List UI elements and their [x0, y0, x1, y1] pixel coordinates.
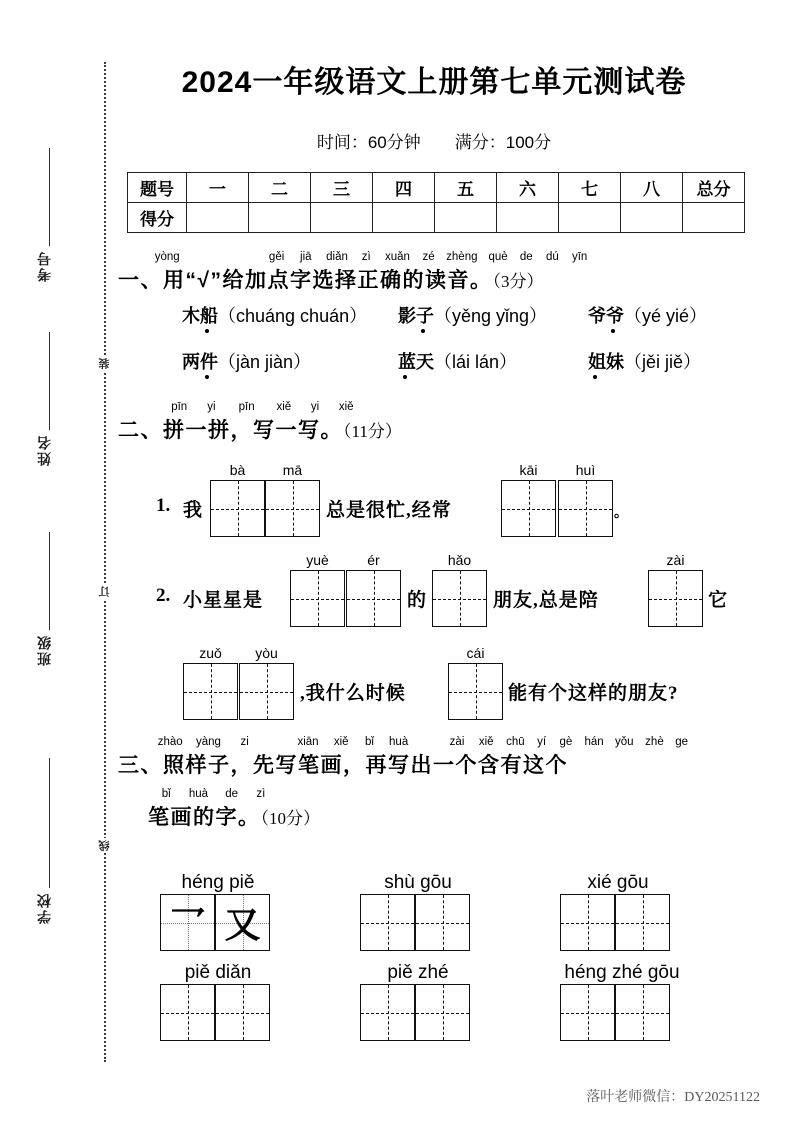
choice-item-5[interactable] [398, 348, 517, 374]
py-q3-12: hán [584, 736, 604, 748]
py-q3-5: bǐ [364, 736, 374, 748]
stroke-glyph-heng-pie: 乛 [169, 905, 206, 945]
score-table-col-5: 五 [435, 173, 497, 203]
py-q2-5: xiě [338, 401, 354, 413]
stroke-label-pie-dian: piě diǎn [184, 962, 252, 983]
stroke-box-example-stroke [160, 894, 215, 951]
score-cell-2[interactable] [249, 203, 311, 233]
py-q3b-1: huà [188, 788, 208, 800]
py-q1-6: zé [422, 251, 435, 263]
py-q3b-3: zì [256, 788, 266, 800]
stroke-box-pie-zhe-2[interactable] [415, 984, 470, 1041]
py-q3-3: xiān [297, 736, 319, 748]
q2-sentence-1-index: 1. [156, 495, 171, 516]
q2-s2-text-3: 朋友,总是陪 [493, 590, 599, 611]
choice-row-2 [118, 348, 758, 394]
choice-word-4: 两件 [182, 352, 218, 372]
q2-s2-text-1: 小星星是 [183, 590, 264, 611]
q2-s3-box-1[interactable] [183, 663, 238, 720]
choice-word-5: 蓝天 [398, 352, 434, 372]
dot-marker-1 [205, 329, 209, 333]
margin-rule-4 [49, 758, 50, 888]
q2-s2-pinyin-2: ér [367, 552, 380, 568]
question-2-pinyin [118, 400, 402, 414]
q2-sentence-2-index: 2. [156, 585, 171, 606]
choice-word-3: 爷爷 [588, 306, 624, 326]
margin-rule-2 [49, 332, 50, 430]
margin-rule-1 [49, 148, 50, 246]
exam-page [118, 0, 778, 1122]
stroke-box-xie-gou-1[interactable] [560, 894, 615, 951]
py-q3-6: huà [389, 736, 409, 748]
q2-s1-box-1[interactable] [210, 480, 265, 537]
score-cell-7[interactable] [559, 203, 621, 233]
q2-s3-box-3[interactable] [448, 663, 503, 720]
q2-s1-pinyin-3: kāi [519, 462, 538, 478]
dot-marker-2 [421, 329, 425, 333]
q2-s3-text-1: ,我什么时候 [300, 683, 406, 704]
question-3-title-line-1 [118, 749, 692, 779]
py-q1-9: de [519, 251, 533, 263]
py-q3-0: zhào [157, 736, 183, 748]
py-q3-11: gè [559, 736, 573, 748]
py-q3b-0: bǐ [161, 788, 171, 800]
table-row-header [128, 173, 745, 203]
choice-options-4: （jàn jiàn） [218, 352, 312, 372]
q2-s2-box-4[interactable] [648, 570, 703, 627]
q2-s2-pinyin-3: hǎo [447, 552, 472, 568]
py-q3-7: zài [449, 736, 465, 748]
score-cell-5[interactable] [435, 203, 497, 233]
choice-item-6[interactable] [588, 348, 701, 374]
stroke-box-shu-gou-2[interactable] [415, 894, 470, 951]
stroke-label-xie-gou: xié gōu [587, 872, 649, 893]
score-table [127, 172, 745, 233]
question-2-number: 二、 [118, 419, 163, 442]
binding-char-zhuang: 装 [99, 358, 111, 369]
py-q1-10: dú [546, 251, 559, 263]
question-1-text: 用“√”给加点字选择正确的读音。 [163, 269, 493, 292]
score-table-col-7: 七 [559, 173, 621, 203]
score-table-col-4: 四 [373, 173, 435, 203]
margin-label-class: 班级 [36, 634, 52, 666]
score-table-row-label-2: 得分 [128, 203, 187, 233]
choice-item-4[interactable] [182, 348, 311, 374]
q2-s2-box-2[interactable] [346, 570, 401, 627]
stroke-box-heng-zhe-gou-1[interactable] [560, 984, 615, 1041]
question-3-number: 三、 [118, 754, 163, 777]
stroke-label-heng-pie: héng piě [181, 872, 255, 893]
stroke-box-pie-dian-2[interactable] [215, 984, 270, 1041]
py-q2-1: yi [207, 401, 216, 413]
py-q3-4: xiě [333, 736, 349, 748]
dot-marker-6 [593, 375, 597, 379]
choice-item-2[interactable] [398, 302, 547, 328]
question-3-text-1: 照样子，先写笔画，再写出一个含有这个 [163, 754, 568, 777]
question-1-heading [118, 250, 592, 294]
exam-meta [118, 128, 750, 153]
margin-label-school: 学校 [36, 892, 52, 924]
py-q3b-2: de [225, 788, 238, 800]
q2-s1-text-2: 总是很忙,经常 [326, 500, 452, 521]
question-2-points: （11分） [343, 422, 402, 441]
score-cell-1[interactable] [187, 203, 249, 233]
question-1-points: （3分） [492, 272, 544, 291]
left-margin-column [0, 0, 92, 1122]
py-q3-10: yí [537, 736, 547, 748]
choice-options-1: （chuáng chuán） [218, 306, 368, 326]
stroke-box-shu-gou-1[interactable] [360, 894, 415, 951]
stroke-box-example-char [215, 894, 270, 951]
q2-s3-pinyin-2: yòu [255, 645, 278, 661]
score-table-col-8: 八 [621, 173, 683, 203]
choice-item-3[interactable] [588, 302, 707, 328]
score-cell-total[interactable] [683, 203, 745, 233]
q2-s3-box-2[interactable] [239, 663, 294, 720]
stroke-box-pie-zhe-1[interactable] [360, 984, 415, 1041]
choice-options-2: （yěng yǐng） [434, 306, 548, 326]
margin-rule-3 [49, 532, 50, 630]
score-table-row-label-1: 题号 [128, 173, 187, 203]
q2-s3-pinyin-3: cái [466, 645, 485, 661]
choice-options-6: （jěi jiě） [624, 352, 702, 372]
py-q2-4: yi [310, 401, 320, 413]
question-1-pinyin [118, 250, 592, 264]
table-row-scores [128, 203, 745, 233]
py-q3-1: yàng [195, 736, 221, 748]
stroke-label-shu-gou: shù gōu [384, 872, 452, 893]
score-cell-3[interactable] [311, 203, 373, 233]
question-3-heading [118, 735, 692, 831]
py-q2-3: xiě [276, 401, 292, 413]
py-q3-13: yǒu [614, 736, 634, 748]
q2-s2-pinyin-1: yuè [306, 552, 329, 568]
q2-s1-pinyin-1: bà [229, 462, 246, 478]
footer-watermark: 落叶老师微信：DY20251122 [586, 1090, 760, 1105]
q2-s1-text-1: 我 [183, 500, 204, 521]
score-table-col-2: 二 [249, 173, 311, 203]
py-q1-2: jiā [300, 251, 312, 263]
stroke-box-xie-gou-2[interactable] [615, 894, 670, 951]
py-q2-0: pīn [171, 401, 188, 413]
py-q2-2: pīn [238, 401, 255, 413]
score-cell-6[interactable] [497, 203, 559, 233]
q2-s1-box-2[interactable] [265, 480, 320, 537]
choice-row-1 [118, 302, 758, 348]
dot-marker-3 [611, 329, 615, 333]
binding-char-ding: 订 [99, 586, 111, 597]
py-q3-8: xiě [478, 736, 494, 748]
py-q1-11: yīn [571, 251, 588, 263]
q2-s1-box-3[interactable] [501, 480, 556, 537]
py-q3-9: chū [506, 736, 525, 748]
py-q1-5: xuǎn [384, 251, 410, 263]
question-3-pinyin-line-2 [118, 787, 692, 801]
total-score-label: 满分：100分 [454, 133, 552, 152]
dot-marker-4 [205, 375, 209, 379]
score-table-col-6: 六 [497, 173, 559, 203]
score-table-col-3: 三 [311, 173, 373, 203]
question-1-title [118, 264, 592, 294]
choice-options-5: （lái lán） [434, 352, 518, 372]
dot-marker-5 [403, 375, 407, 379]
q2-s1-box-4[interactable] [558, 480, 613, 537]
choice-item-1[interactable] [182, 302, 367, 328]
stroke-box-heng-zhe-gou-2[interactable] [615, 984, 670, 1041]
stroke-label-heng-zhe-gou: héng zhé gōu [564, 962, 680, 983]
q2-s2-text-2: 的 [407, 590, 428, 611]
py-q1-7: zhèng [446, 251, 478, 263]
q2-s2-box-1[interactable] [290, 570, 345, 627]
question-1-choices [118, 302, 758, 394]
score-cell-4[interactable] [373, 203, 435, 233]
question-1-number: 一、 [118, 269, 163, 292]
question-2-heading [118, 400, 402, 444]
question-3-text-2: 笔画的字。 [148, 806, 261, 829]
score-table-col-1: 一 [187, 173, 249, 203]
py-q1-3: diǎn [326, 251, 348, 263]
page-title: 2024一年级语文上册第七单元测试卷 [181, 66, 687, 99]
py-q3-2: zi [240, 736, 249, 748]
margin-label-exam-number: 考号 [36, 250, 52, 282]
stroke-box-pie-dian-1[interactable] [160, 984, 215, 1041]
choice-word-1: 木船 [182, 306, 218, 326]
choice-word-2: 影子 [398, 306, 434, 326]
choice-options-3: （yé yié） [624, 306, 708, 326]
py-q3-14: zhè [645, 736, 664, 748]
score-cell-8[interactable] [621, 203, 683, 233]
binding-char-xian: 线 [99, 840, 111, 851]
q2-s2-text-4: 它 [708, 590, 729, 611]
py-q1-0: yòng [154, 251, 180, 263]
py-q1-1: gěi [268, 251, 285, 263]
py-q3-15: ge [675, 736, 689, 748]
q2-s1-text-3: 。 [614, 506, 629, 521]
score-table-col-total: 总分 [683, 173, 745, 203]
question-3-points: （10分） [260, 809, 320, 828]
py-q1-4: zì [361, 251, 371, 263]
q2-s1-pinyin-4: huì [575, 462, 596, 478]
question-3-pinyin-line-1 [118, 735, 692, 749]
py-q1-8: què [488, 251, 508, 263]
q2-s3-text-2: 能有个这样的朋友? [508, 683, 679, 704]
binding-dotted-line [104, 62, 106, 1062]
stroke-label-pie-zhe: piě zhé [387, 962, 449, 983]
choice-word-6: 姐妹 [588, 352, 624, 372]
q2-s2-pinyin-4: zài [666, 552, 685, 568]
question-3-title-line-2 [118, 801, 692, 831]
q2-s2-box-3[interactable] [432, 570, 487, 627]
stroke-char-heng-pie: 又 [224, 905, 261, 945]
margin-label-name: 姓名 [36, 434, 52, 466]
question-2-title [118, 414, 402, 444]
q2-s1-pinyin-2: mā [282, 462, 303, 478]
time-label: 时间：60分钟 [316, 133, 421, 152]
question-2-text: 拼一拼，写一写。 [163, 419, 343, 442]
q2-s3-pinyin-1: zuǒ [199, 645, 222, 661]
